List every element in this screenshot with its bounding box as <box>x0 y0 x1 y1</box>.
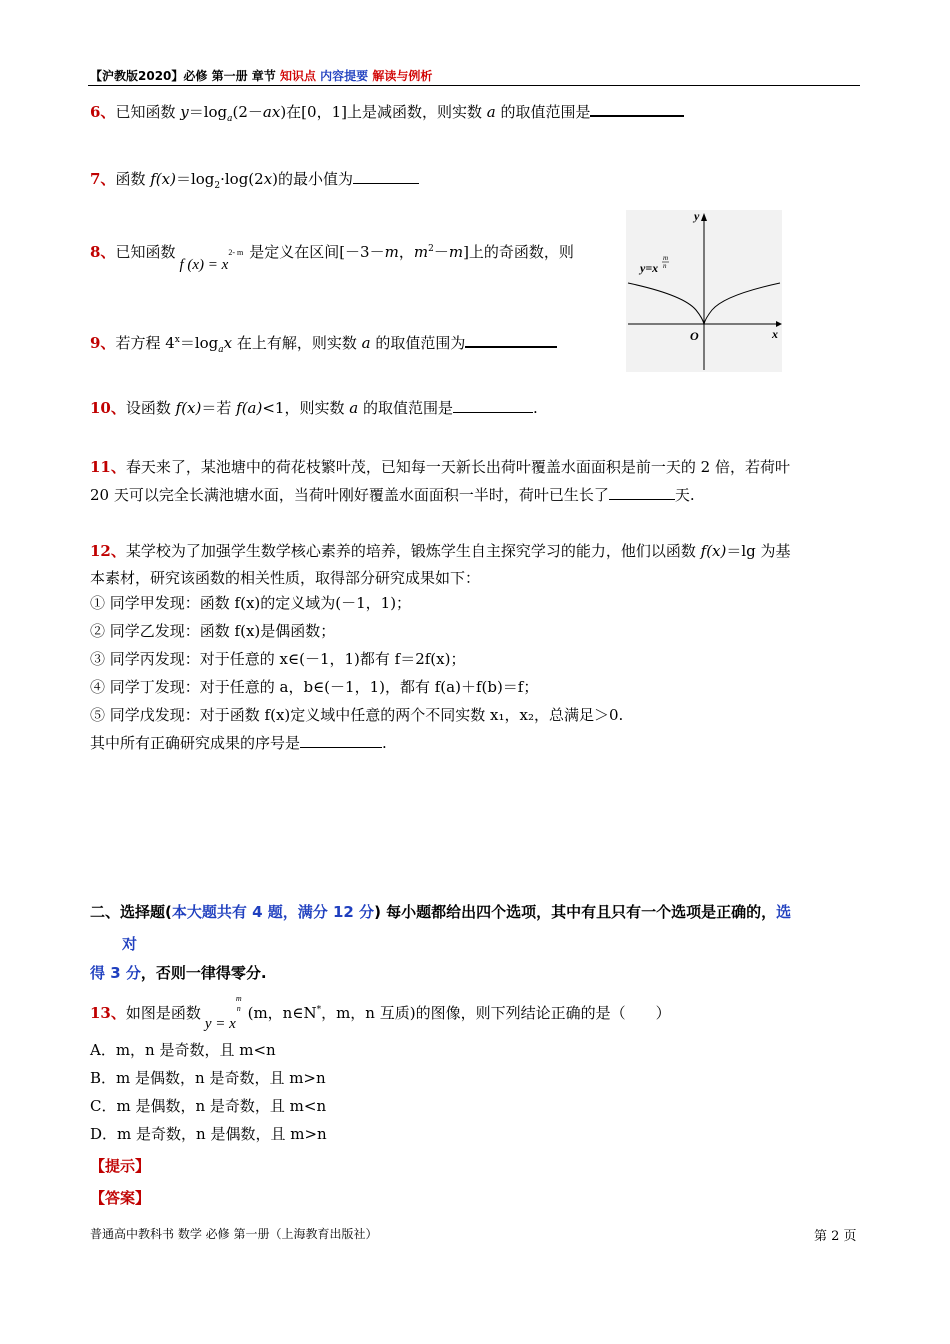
finding-2: ② 同学乙发现：函数 f(x)是偶函数； <box>90 622 336 640</box>
text: 本大题共有 4 题，满分 12 分 <box>171 903 375 921</box>
power-function-graph <box>626 210 782 372</box>
option-a[interactable]: A．m，n 是奇数，且 m<n <box>90 1041 276 1059</box>
text: ，m，n 互质)的图像，则下列结论正确的是（ ） <box>321 1004 671 1022</box>
question-11-line2 <box>90 485 695 505</box>
section-2-heading-wrap <box>122 933 137 954</box>
question-12-prompt <box>90 733 387 753</box>
text: 得 3 分 <box>90 964 141 982</box>
header-tag-summary: 内容提要 <box>315 69 369 83</box>
option-b[interactable]: B．m 是偶数，n 是奇数，且 m>n <box>90 1069 326 1087</box>
exponent: 2- m <box>228 248 244 257</box>
section-2-heading-line3 <box>90 962 267 983</box>
text: 设函数 <box>125 399 176 417</box>
text: 某学校为了加强学生数学核心素养的培养，锻炼学生自主探究学习的能力，他们以函数 <box>125 542 701 560</box>
var: f(x) <box>175 399 202 417</box>
subscript: a <box>227 114 233 124</box>
var: a <box>361 334 371 352</box>
var: m <box>448 243 464 261</box>
curve-label: y=x <box>640 261 659 275</box>
origin-label: O <box>690 329 699 343</box>
question-8 <box>90 239 574 273</box>
text: )的最小值为 <box>272 170 354 188</box>
text: ＝若 <box>201 399 237 417</box>
question-number: 7、 <box>90 170 116 188</box>
hint-label: 【提示】 <box>90 1157 151 1175</box>
var: y <box>180 103 189 121</box>
text: . <box>532 399 538 417</box>
finding-5: ⑤ 同学戊发现：对于函数 f(x)定义域中任意的两个不同实数 x₁，x₂，总满足＞0. <box>90 706 624 724</box>
formula: f (x) = x <box>179 257 229 273</box>
text: 选 <box>776 903 792 921</box>
answer-blank[interactable] <box>465 332 557 348</box>
text: 在上有解，则实数 <box>232 334 362 352</box>
var: m <box>413 243 429 261</box>
text: 已知函数 <box>115 243 176 261</box>
header-title: 【沪教版2020】必修 第一册 章节 <box>90 69 280 83</box>
text: 二、选择题( <box>90 903 172 921</box>
question-number: 10、 <box>90 399 126 417</box>
text: － <box>433 243 449 261</box>
header-tag-examples: 解读与例析 <box>368 69 433 83</box>
finding-1: ① 同学甲发现：函数 f(x)的定义域为(－1，1)； <box>90 594 412 612</box>
question-number: 6、 <box>90 103 116 121</box>
text: . <box>382 734 387 752</box>
question-number: 8、 <box>90 243 116 261</box>
answer-blank[interactable] <box>609 485 675 500</box>
page-header <box>90 67 432 84</box>
question-number: 13、 <box>90 1004 126 1022</box>
curve-exp-n: n <box>663 262 667 270</box>
text: 若方程 4 <box>115 334 175 352</box>
text: ＝log <box>188 103 228 121</box>
text: (m，n∈N <box>247 1004 317 1022</box>
var: a <box>349 399 359 417</box>
graph-svg <box>626 210 782 372</box>
subscript: 2 <box>214 181 221 191</box>
text: 20 天可以完全长满池塘水面，当荷叶刚好覆盖水面面积一半时，荷叶已生长了 <box>90 486 609 504</box>
option-d[interactable]: D．m 是奇数，n 是偶数，且 m>n <box>90 1125 327 1143</box>
formula-exponent <box>236 994 242 1014</box>
text: ]上的奇函数，则 <box>463 243 574 261</box>
question-number: 11、 <box>90 458 126 476</box>
question-12 <box>90 541 791 561</box>
var: x <box>223 334 233 352</box>
finding-3: ③ 同学丙发现：对于任意的 x∈(－1，1)都有 f＝2f(x)； <box>90 650 466 668</box>
text: ＝log <box>175 170 215 188</box>
text: (2－ <box>232 103 263 121</box>
text: ，否则一律得零分. <box>140 964 267 982</box>
text: 的取值范围是 <box>495 103 591 121</box>
var: a <box>486 103 496 121</box>
text: 对 <box>122 935 138 953</box>
header-divider <box>88 85 860 86</box>
curve-exp-m: m <box>663 254 669 262</box>
answer-label: 【答案】 <box>90 1189 151 1207</box>
question-9 <box>90 330 557 360</box>
answer-blank[interactable] <box>300 733 382 748</box>
header-tag-knowledge: 知识点 <box>279 69 316 83</box>
text: ) 每小题都给出四个选项，其中有且只有一个选项是正确的， <box>374 903 777 921</box>
x-label: x <box>772 327 778 341</box>
text: 函数 <box>115 170 151 188</box>
footer-page-number: 第 2 页 <box>814 1229 857 1244</box>
text: 如图是函数 <box>125 1004 201 1022</box>
text: 的取值范围为 <box>370 334 466 352</box>
text: ·log(2 <box>220 170 264 188</box>
answer-blank[interactable] <box>353 169 419 184</box>
formula: y = x <box>204 1016 236 1032</box>
var: f(x) <box>700 542 727 560</box>
exp-denominator: n <box>236 1004 241 1013</box>
question-11 <box>90 457 790 477</box>
text: )在[0，1]上是减函数，则实数 <box>280 103 487 121</box>
text: 天. <box>674 486 695 504</box>
text: 是定义在区间[－3－ <box>249 243 385 261</box>
answer-blank[interactable] <box>590 101 684 117</box>
exp-numerator: m <box>235 994 242 1003</box>
curve-right <box>704 283 780 324</box>
y-axis-arrow <box>701 213 707 221</box>
var: ax <box>262 103 281 121</box>
answer-blank[interactable] <box>453 398 533 413</box>
question-13 <box>90 994 671 1032</box>
superscript: * <box>316 1005 322 1015</box>
text: <1，则实数 <box>262 399 350 417</box>
subscript: a <box>218 345 224 355</box>
question-number: 12、 <box>90 542 126 560</box>
superscript: x <box>174 335 180 345</box>
var: f(x) <box>150 170 176 188</box>
var: f(a) <box>236 399 263 417</box>
option-c[interactable]: C．m 是偶数，n 是奇数，且 m<n <box>90 1097 327 1115</box>
text: 其中所有正确研究成果的序号是 <box>90 734 301 752</box>
superscript: 2 <box>428 244 434 254</box>
question-12-line2: 本素材，研究该函数的相关性质，取得部分研究成果如下： <box>90 569 481 587</box>
curve-left <box>628 283 704 324</box>
question-number: 9、 <box>90 334 116 352</box>
text: 的取值范围是 <box>358 399 453 417</box>
y-label: y <box>694 210 700 223</box>
text: ＝lg 为基 <box>726 542 791 560</box>
text: 春天来了，某池塘中的荷花枝繁叶茂，已知每一天新长出荷叶覆盖水面面积是前一天的 2 倍，若荷叶 <box>125 458 790 476</box>
text: ＝log <box>179 334 219 352</box>
question-6 <box>90 101 684 129</box>
footer-book-title: 普通高中教科书 数学 必修 第一册（上海教育出版社） <box>90 1227 378 1241</box>
section-2-heading <box>90 901 791 922</box>
var: m <box>384 243 399 261</box>
finding-4: ④ 同学丁发现：对于任意的 a，b∈(－1，1)，都有 f(a)＋f(b)＝f； <box>90 678 539 696</box>
question-10 <box>90 398 538 418</box>
text: ， <box>398 243 414 261</box>
text: 已知函数 <box>115 103 181 121</box>
var: x <box>263 170 273 188</box>
question-7 <box>90 169 419 196</box>
